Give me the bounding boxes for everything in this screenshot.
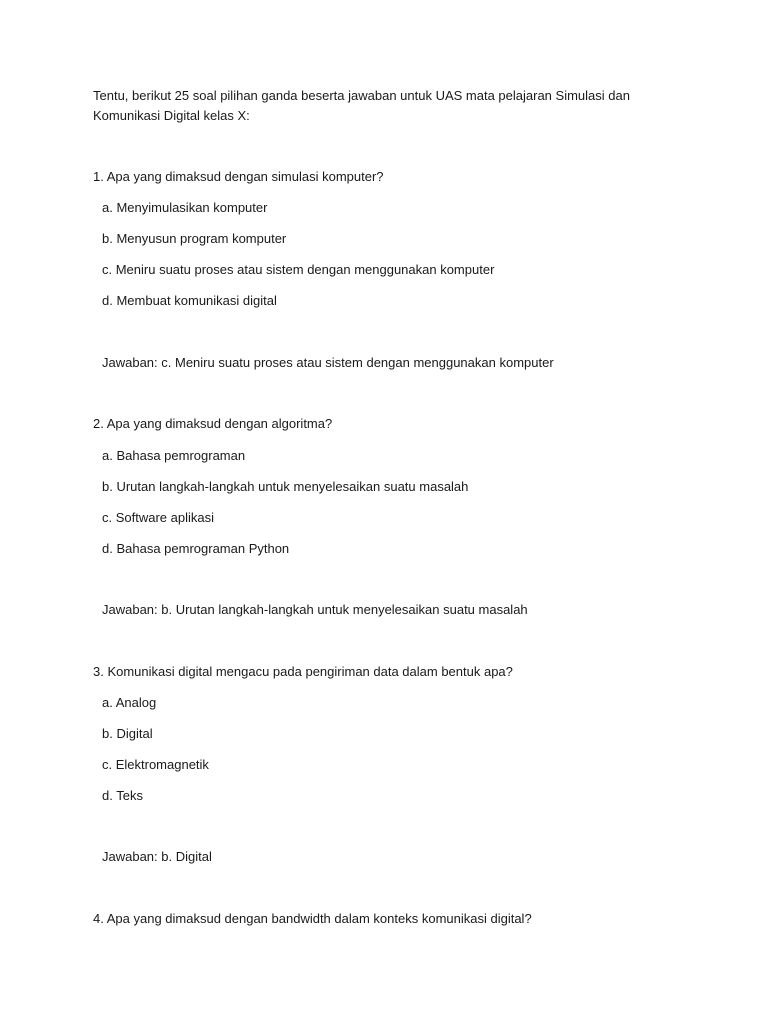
question-3-option-b: b. Digital: [102, 726, 153, 741]
question-2-option-a: a. Bahasa pemrograman: [102, 448, 246, 463]
question-1-option-a: a. Menyimulasikan komputer: [102, 200, 268, 215]
question-3-answer: Jawaban: b. Digital: [102, 849, 212, 864]
question-1-answer: Jawaban: c. Meniru suatu proses atau sistem dengan menggunakan komputer: [102, 355, 554, 370]
question-1: 1. Apa yang dimaksud dengan simulasi komputer?: [93, 169, 384, 184]
question-1-option-b: b. Menyusun program komputer: [102, 231, 287, 246]
question-4: 4. Apa yang dimaksud dengan bandwidth dalam konteks komunikasi digital?: [93, 911, 532, 926]
question-2-answer: Jawaban: b. Urutan langkah-langkah untuk menyelesaikan suatu masalah: [102, 602, 528, 617]
question-3-option-c: c. Elektromagnetik: [102, 757, 209, 772]
question-3-option-d: d. Teks: [102, 788, 143, 803]
question-3: 3. Komunikasi digital mengacu pada pengiriman data dalam bentuk apa?: [93, 664, 513, 679]
question-1-option-c: c. Meniru suatu proses atau sistem dengan menggunakan komputer: [102, 262, 495, 277]
question-2-option-c: c. Software aplikasi: [102, 510, 214, 525]
question-2-option-b: b. Urutan langkah-langkah untuk menyelesaikan suatu masalah: [102, 479, 469, 494]
question-2-option-d: d. Bahasa pemrograman Python: [102, 541, 290, 556]
question-1-option-d: d. Membuat komunikasi digital: [102, 293, 277, 308]
intro-line-1: Tentu, berikut 25 soal pilihan ganda beserta jawaban untuk UAS mata pelajaran Simulasi dan: [93, 88, 630, 103]
question-3-option-a: a. Analog: [102, 695, 157, 710]
intro-line-2: Komunikasi Digital kelas X:: [93, 108, 250, 123]
question-2: 2. Apa yang dimaksud dengan algoritma?: [93, 416, 333, 431]
